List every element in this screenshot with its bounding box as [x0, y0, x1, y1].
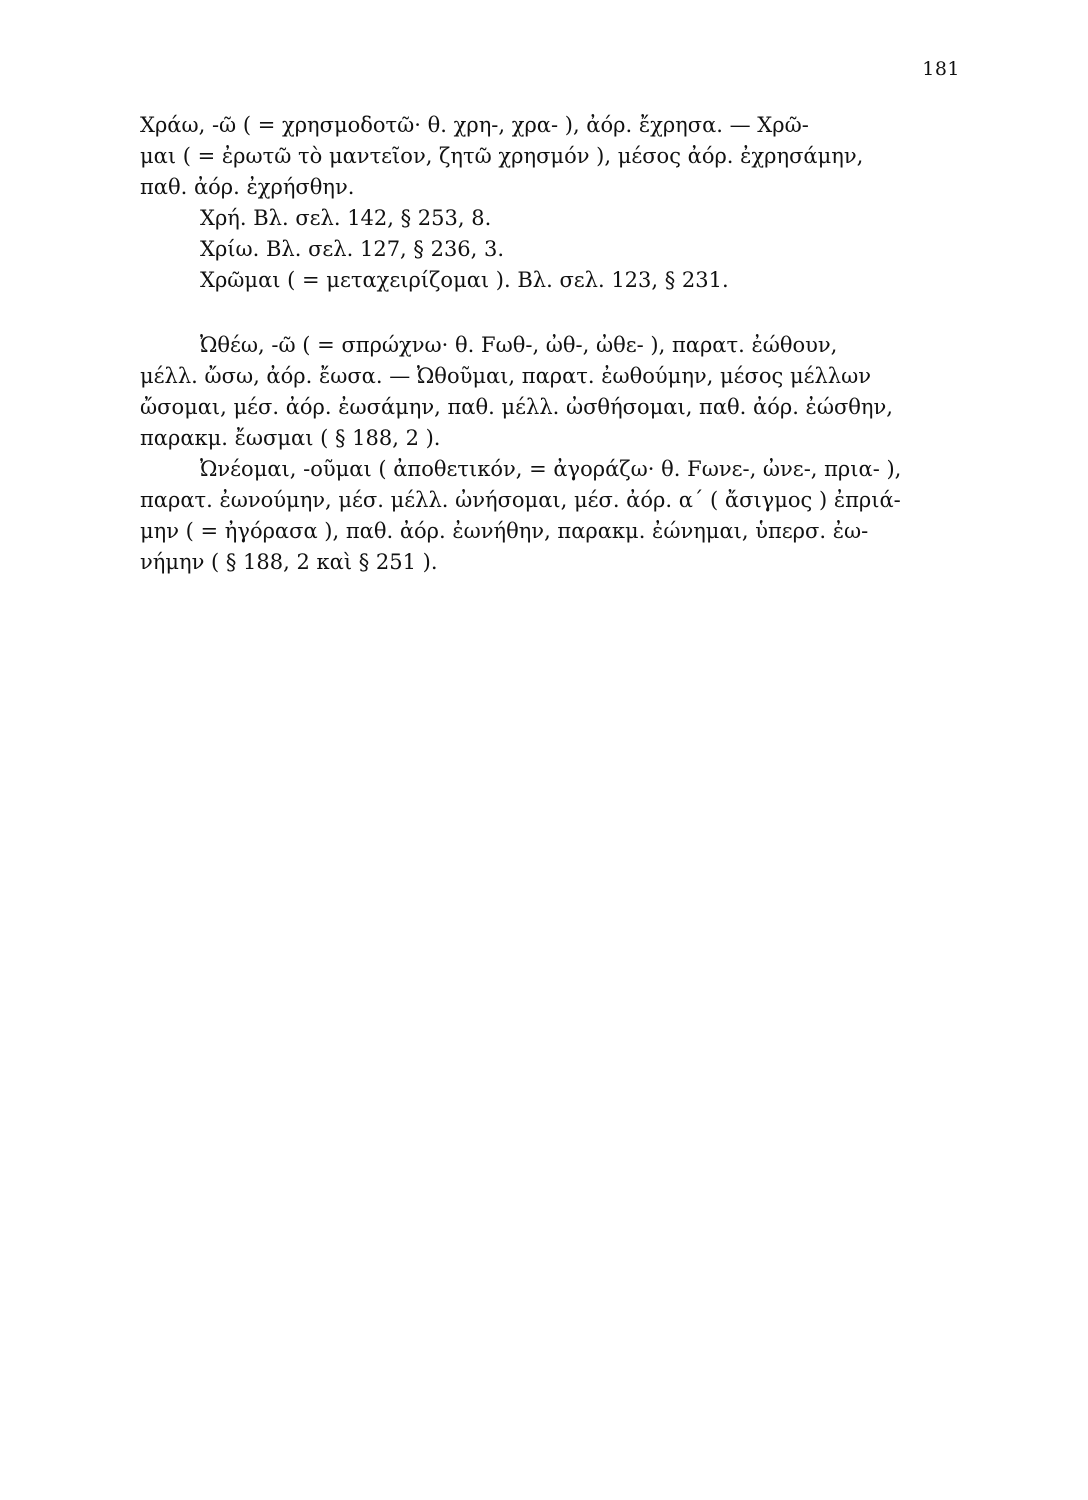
entry-chromai: Χρῶμαι ( = μεταχειρίζομαι ). Βλ. σελ. 123, § 231. — [200, 268, 729, 292]
entry-otheo-line-3: ὤσομαι, μέσ. ἀόρ. ἐωσάμην, παθ. μέλλ. ὠσθήσομαι, παθ. ἀόρ. ἐώσθην, — [140, 395, 893, 419]
entry-chre: Χρή. Βλ. σελ. 142, § 253, 8. — [200, 206, 492, 230]
entry-chrao-line-2: μαι ( = ἐρωτῶ τὸ μαντεῖον, ζητῶ χρησμόν ), μέσος ἀόρ. ἐχρησάμην, — [140, 144, 864, 168]
entry-otheo-line-1: Ὠθέω, -ῶ ( = σπρώχνω· θ. Fωθ-, ὠθ-, ὠθε- ), παρατ. ἐώθουν, — [200, 333, 838, 357]
entry-oneomai-line-1: Ὠνέομαι, -οῦμαι ( ἀποθετικόν, = ἀγοράζω· θ. Fωνε-, ὠνε-, πρια- ), — [200, 457, 902, 481]
dictionary-text — [140, 110, 960, 578]
entry-oneomai-line-3: μην ( = ἠγόρασα ), παθ. ἀόρ. ἐωνήθην, παρακμ. ἐώνημαι, ὑπερσ. ἐω- — [140, 519, 869, 543]
entry-chrio: Χρίω. Βλ. σελ. 127, § 236, 3. — [200, 237, 505, 261]
entry-chrao-line-3: παθ. ἀόρ. ἐχρήσθην. — [140, 175, 355, 199]
entry-chrao-line-1: Χράω, -ῶ ( = χρησμοδοτῶ· θ. χρη-, χρα- ), ἀόρ. ἔχρησα. — Χρῶ- — [140, 113, 809, 137]
entry-otheo-line-2: μέλλ. ὤσω, ἀόρ. ἔωσα. — Ὠθοῦμαι, παρατ. ἐωθούμην, μέσος μέλλων — [140, 364, 872, 388]
entry-otheo-line-4: παρακμ. ἔωσμαι ( § 188, 2 ). — [140, 426, 441, 450]
page-number: 181 — [922, 58, 960, 80]
entry-oneomai-line-4: νήμην ( § 188, 2 καὶ § 251 ). — [140, 550, 438, 574]
entry-oneomai-line-2: παρατ. ἐωνούμην, μέσ. μέλλ. ὠνήσομαι, μέσ. ἀόρ. α΄ ( ἄσιγμος ) ἐπριά- — [140, 488, 901, 512]
section-gap — [140, 296, 960, 330]
